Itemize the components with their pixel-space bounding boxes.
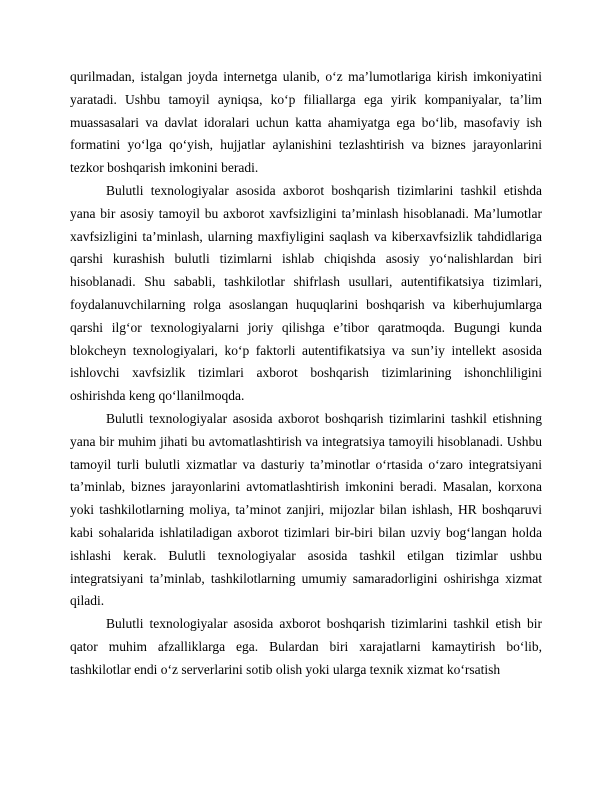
paragraph-advantages: Bulutli texnologiyalar asosida axborot boshqarish tizimlarini tashkil etish bir qator muhim afzalliklarga ega. Bulardan biri xarajatlarni kamaytirish bo‘lib, tashkilotlar endi o‘z serverlarini sotib olish yoki ularga texnik xizmat ko‘rsatish (70, 616, 542, 677)
paragraph-continuation: qurilmadan, istalgan joyda internetga ulanib, o‘z ma’lumotlariga kirish imkoniyatini yaratadi. Ushbu tamoyil ayniqsa, ko‘p filiallarga ega yirik kompaniyalar, ta’lim muassasalari va davlat idoralari uchun katta ahamiyatga ega bo‘lib, masofaviy ish formatini yo‘lga qo‘yish, hujjatlar aylanishini tezlashtirish va biznes jarayonlarini tezkor boshqarish imkonini beradi. (70, 69, 542, 176)
paragraph-security-principle: Bulutli texnologiyalar asosida axborot boshqarish tizimlarini tashkil etishda yana bir asosiy tamoyil bu axborot xavfsizligini ta’minlash hisoblanadi. Ma’lumotlar xavfsizligini ta’minlash, ularning maxfiyligini saqlash va kiberxavfsizlik tahdidlariga qarshi kurashish bulutli tizimlarni ishlab chiqishda asosiy yo‘nalishlardan biri hisoblanadi. Shu sababli, tashkilotlar shifrlash usullari, autentifikatsiya tizimlari, foydalanuvchilarning rolga asoslangan huquqlarini boshqarish va kiberhujumlarga qarshi ilg‘or texnologiyalarni joriy qilishga e’tibor qaratmoqda. Bugungi kunda blokcheyn texnologiyalari, ko‘p faktorli autentifikatsiya va sun’iy intellekt asosida ishlovchi xavfsizlik tizimlari axborot boshqarish tizimlarining ishonchliligini oshirishda keng qo‘llanilmoqda. (70, 182, 542, 404)
paragraph-integration-principle: Bulutli texnologiyalar asosida axborot boshqarish tizimlarini tashkil etishning yana bir muhim jihati bu avtomatlashtirish va integratsiya tamoyili hisoblanadi. Ushbu tamoyil turli bulutli xizmatlar va dasturiy ta’minotlar o‘rtasida o‘zaro integratsiyani ta’minlab, biznes jarayonlarini avtomatlashtirish imkonini beradi. Masalan, korxona yoki tashkilotlarning moliya, ta’minot zanjiri, mijozlar bilan ishlash, HR boshqaruvi kabi sohalarida ishlatiladigan axborot tizimlari bir-biri bilan uzviy bog‘langan holda ishlashi kerak. Bulutli texnologiyalar asosida tashkil etilgan tizimlar ushbu integratsiyani ta’minlab, tashkilotlarning umumiy samaradorligini oshirishga xizmat qiladi. (70, 410, 542, 609)
document-page (70, 66, 542, 682)
